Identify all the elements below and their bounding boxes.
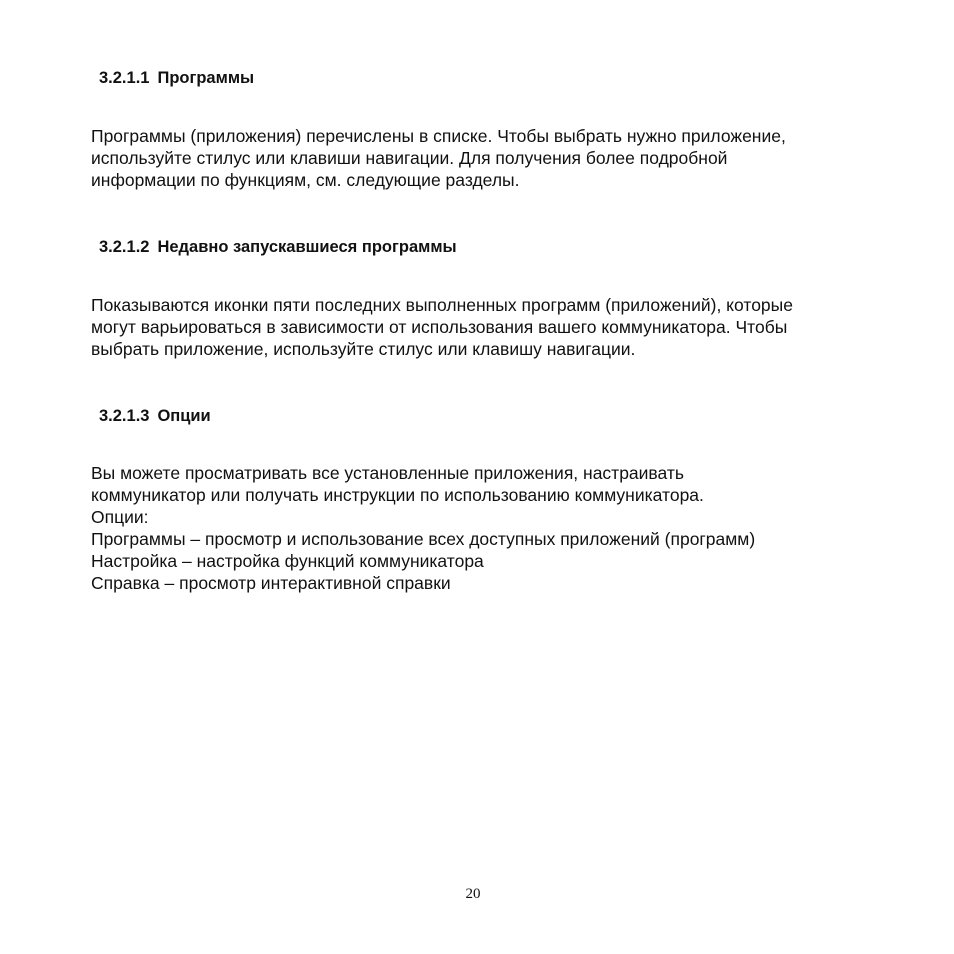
section-paragraph-programs (91, 125, 786, 191)
paragraph-line: Показываются иконки пяти последних выполненных программ (приложений), которые (91, 295, 793, 315)
section-number: 3.2.1.1 (99, 69, 150, 87)
section-heading-options (99, 406, 211, 426)
section-title: Опции (157, 407, 211, 425)
section-number: 3.2.1.2 (99, 238, 150, 256)
paragraph-line: Программы (приложения) перечислены в списке. Чтобы выбрать нужно приложение, (91, 126, 786, 146)
paragraph-line: используйте стилус или клавиши навигации. Для получения более подробной (91, 148, 728, 168)
paragraph-line: информации по функциям, см. следующие разделы. (91, 170, 520, 190)
paragraph-line: Справка – просмотр интерактивной справки (91, 573, 451, 593)
paragraph-line: выбрать приложение, используйте стилус или клавишу навигации. (91, 339, 636, 359)
paragraph-line: Опции: (91, 507, 149, 527)
page-number: 20 (465, 886, 481, 902)
section-number: 3.2.1.3 (99, 407, 150, 425)
paragraph-line: Вы можете просматривать все установленные приложения, настраивать (91, 463, 685, 483)
section-paragraph-recent-programs (91, 294, 793, 360)
section-heading-recent-programs (99, 237, 457, 257)
section-title: Программы (157, 69, 255, 87)
paragraph-line: могут варьироваться в зависимости от использования вашего коммуникатора. Чтобы (91, 317, 788, 337)
paragraph-line: коммуникатор или получать инструкции по использованию коммуникатора. (91, 485, 704, 505)
section-title: Недавно запускавшиеся программы (157, 238, 457, 256)
section-heading-programs (99, 68, 254, 88)
paragraph-line: Настройка – настройка функций коммуникатора (91, 551, 484, 571)
section-paragraph-options (91, 462, 755, 594)
paragraph-line: Программы – просмотр и использование всех доступных приложений (программ) (91, 529, 756, 549)
